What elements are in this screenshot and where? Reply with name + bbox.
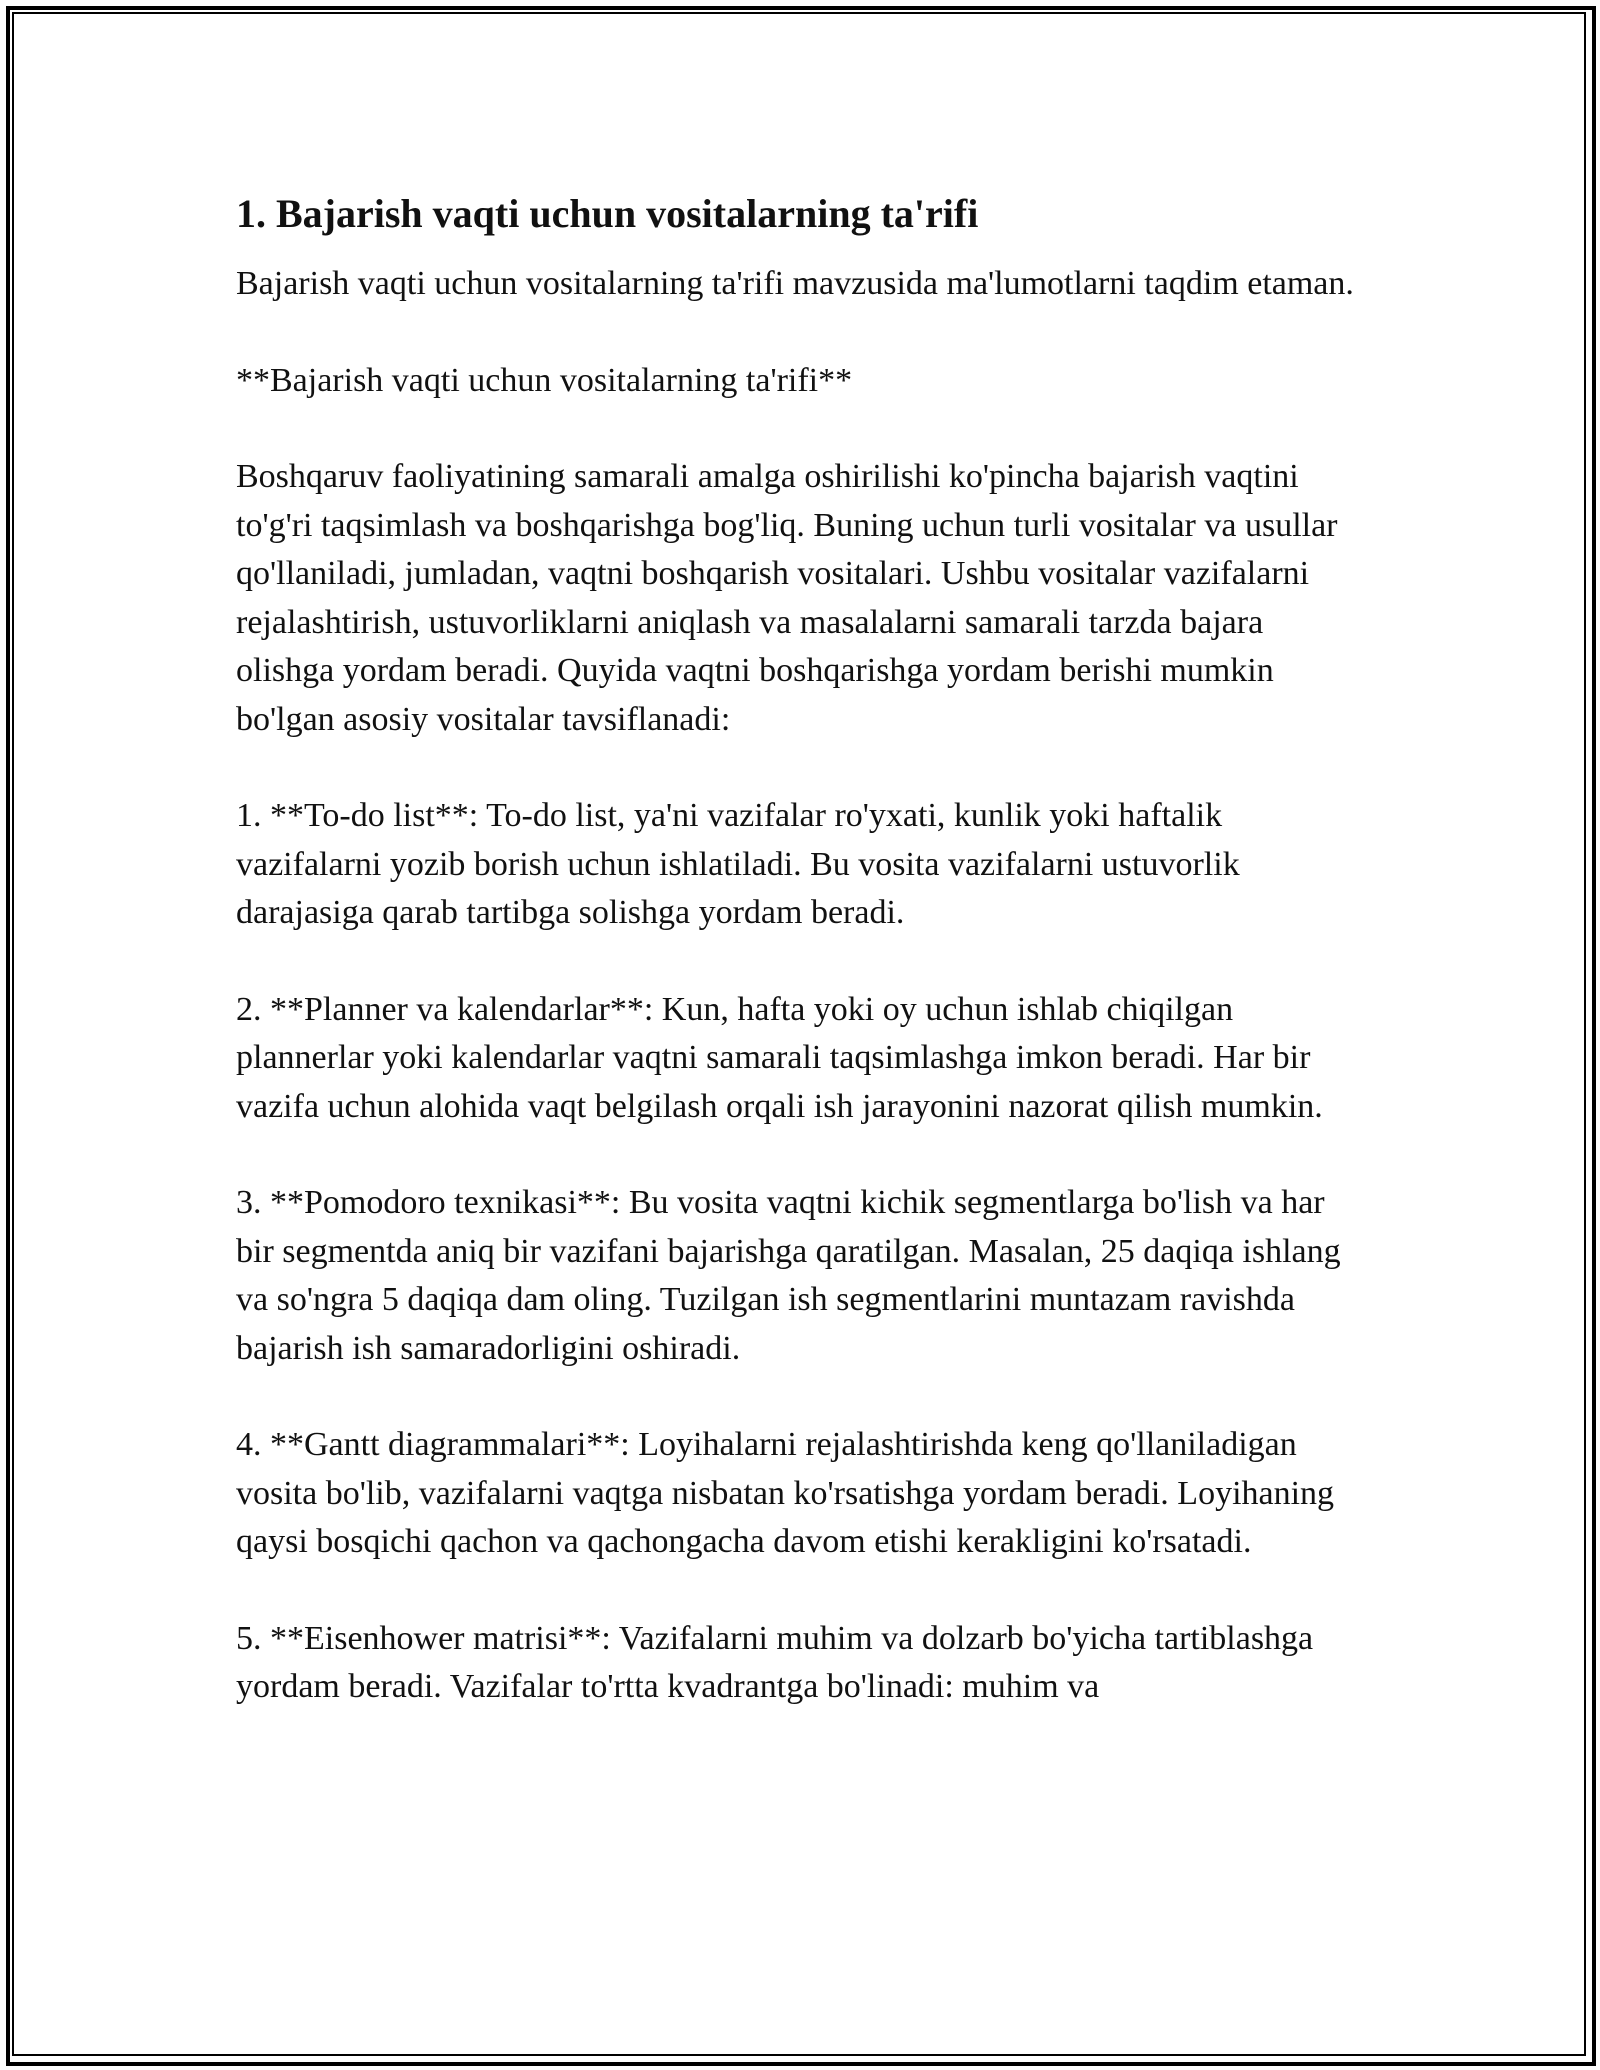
list-item-gantt: 4. **Gantt diagrammalari**: Loyihalarni rejalashtirishda keng qo'llaniladigan vosita bo'lib, vazifalarni vaqtga nisbatan ko'rsatishga yordam beradi. Loyihaning qaysi bosqichi qachon va qachongacha davom etishi kerakligini ko'rsatadi. (236, 1426, 1335, 1560)
list-item-planner: 2. **Planner va kalendarlar**: Kun, hafta yoki oy uchun ishlab chiqilgan plannerlar yoki kalendarlar vaqtni samarali taqsimlashga imkon beradi. Har bir vazifa uchun alohida vaqt belgilash orqali ish jarayonini nazorat qilish mumkin. (236, 990, 1323, 1125)
section-heading: 1. Bajarish vaqti uchun vositalarning ta'rifi (236, 191, 979, 236)
list-item-todo: 1. **To-do list**: To-do list, ya'ni vazifalar ro'yxati, kunlik yoki haftalik vazifalarni yozib borish uchun ishlatiladi. Bu vosita vazifalarni ustuvorlik darajasiga qarab tartibga solishga yordam beradi. (236, 797, 1240, 931)
list-item-pomodoro: 3. **Pomodoro texnikasi**: Bu vosita vaqtni kichik segmentlarga bo'lish va har bir segmentda aniq bir vazifani bajarishga qaratilgan. Masalan, 25 daqiqa ishlang va so'ngra 5 daqiqa dam oling. Tuzilgan ish segmentlarini muntazam ravishda bajarish ish samaradorligini oshiradi. (236, 1184, 1341, 1367)
list-item-eisenhower: 5. **Eisenhower matrisi**: Vazifalarni muhim va dolzarb bo'yicha tartiblashga yordam beradi. Vazifalar to'rtta kvadrantga bo'linadi: muhim va (236, 1619, 1314, 1705)
intro-paragraph: Bajarish vaqti uchun vositalarning ta'rifi mavzusida ma'lumotlarni taqdim etaman. (236, 265, 1354, 302)
overview-paragraph: Boshqaruv faoliyatining samarali amalga oshirilishi ko'pincha bajarish vaqtini to'g'ri taqsimlash va boshqarishga bog'liq. Buning uchun turli vositalar va usullar qo'llaniladi, jumladan, vaqtni boshqarish vositalari. Ushbu vositalar vazifalarni rejalashtirish, ustuvorliklarni aniqlash va masalalarni samarali tarzda bajara olishga yordam beradi. Quyida vaqtni boshqarishga yordam berishi mumkin bo'lgan asosiy vositalar tavsiflanadi: (236, 458, 1338, 738)
document-body (236, 186, 1366, 1760)
subtitle-paragraph: **Bajarish vaqti uchun vositalarning ta'rifi** (236, 361, 853, 399)
